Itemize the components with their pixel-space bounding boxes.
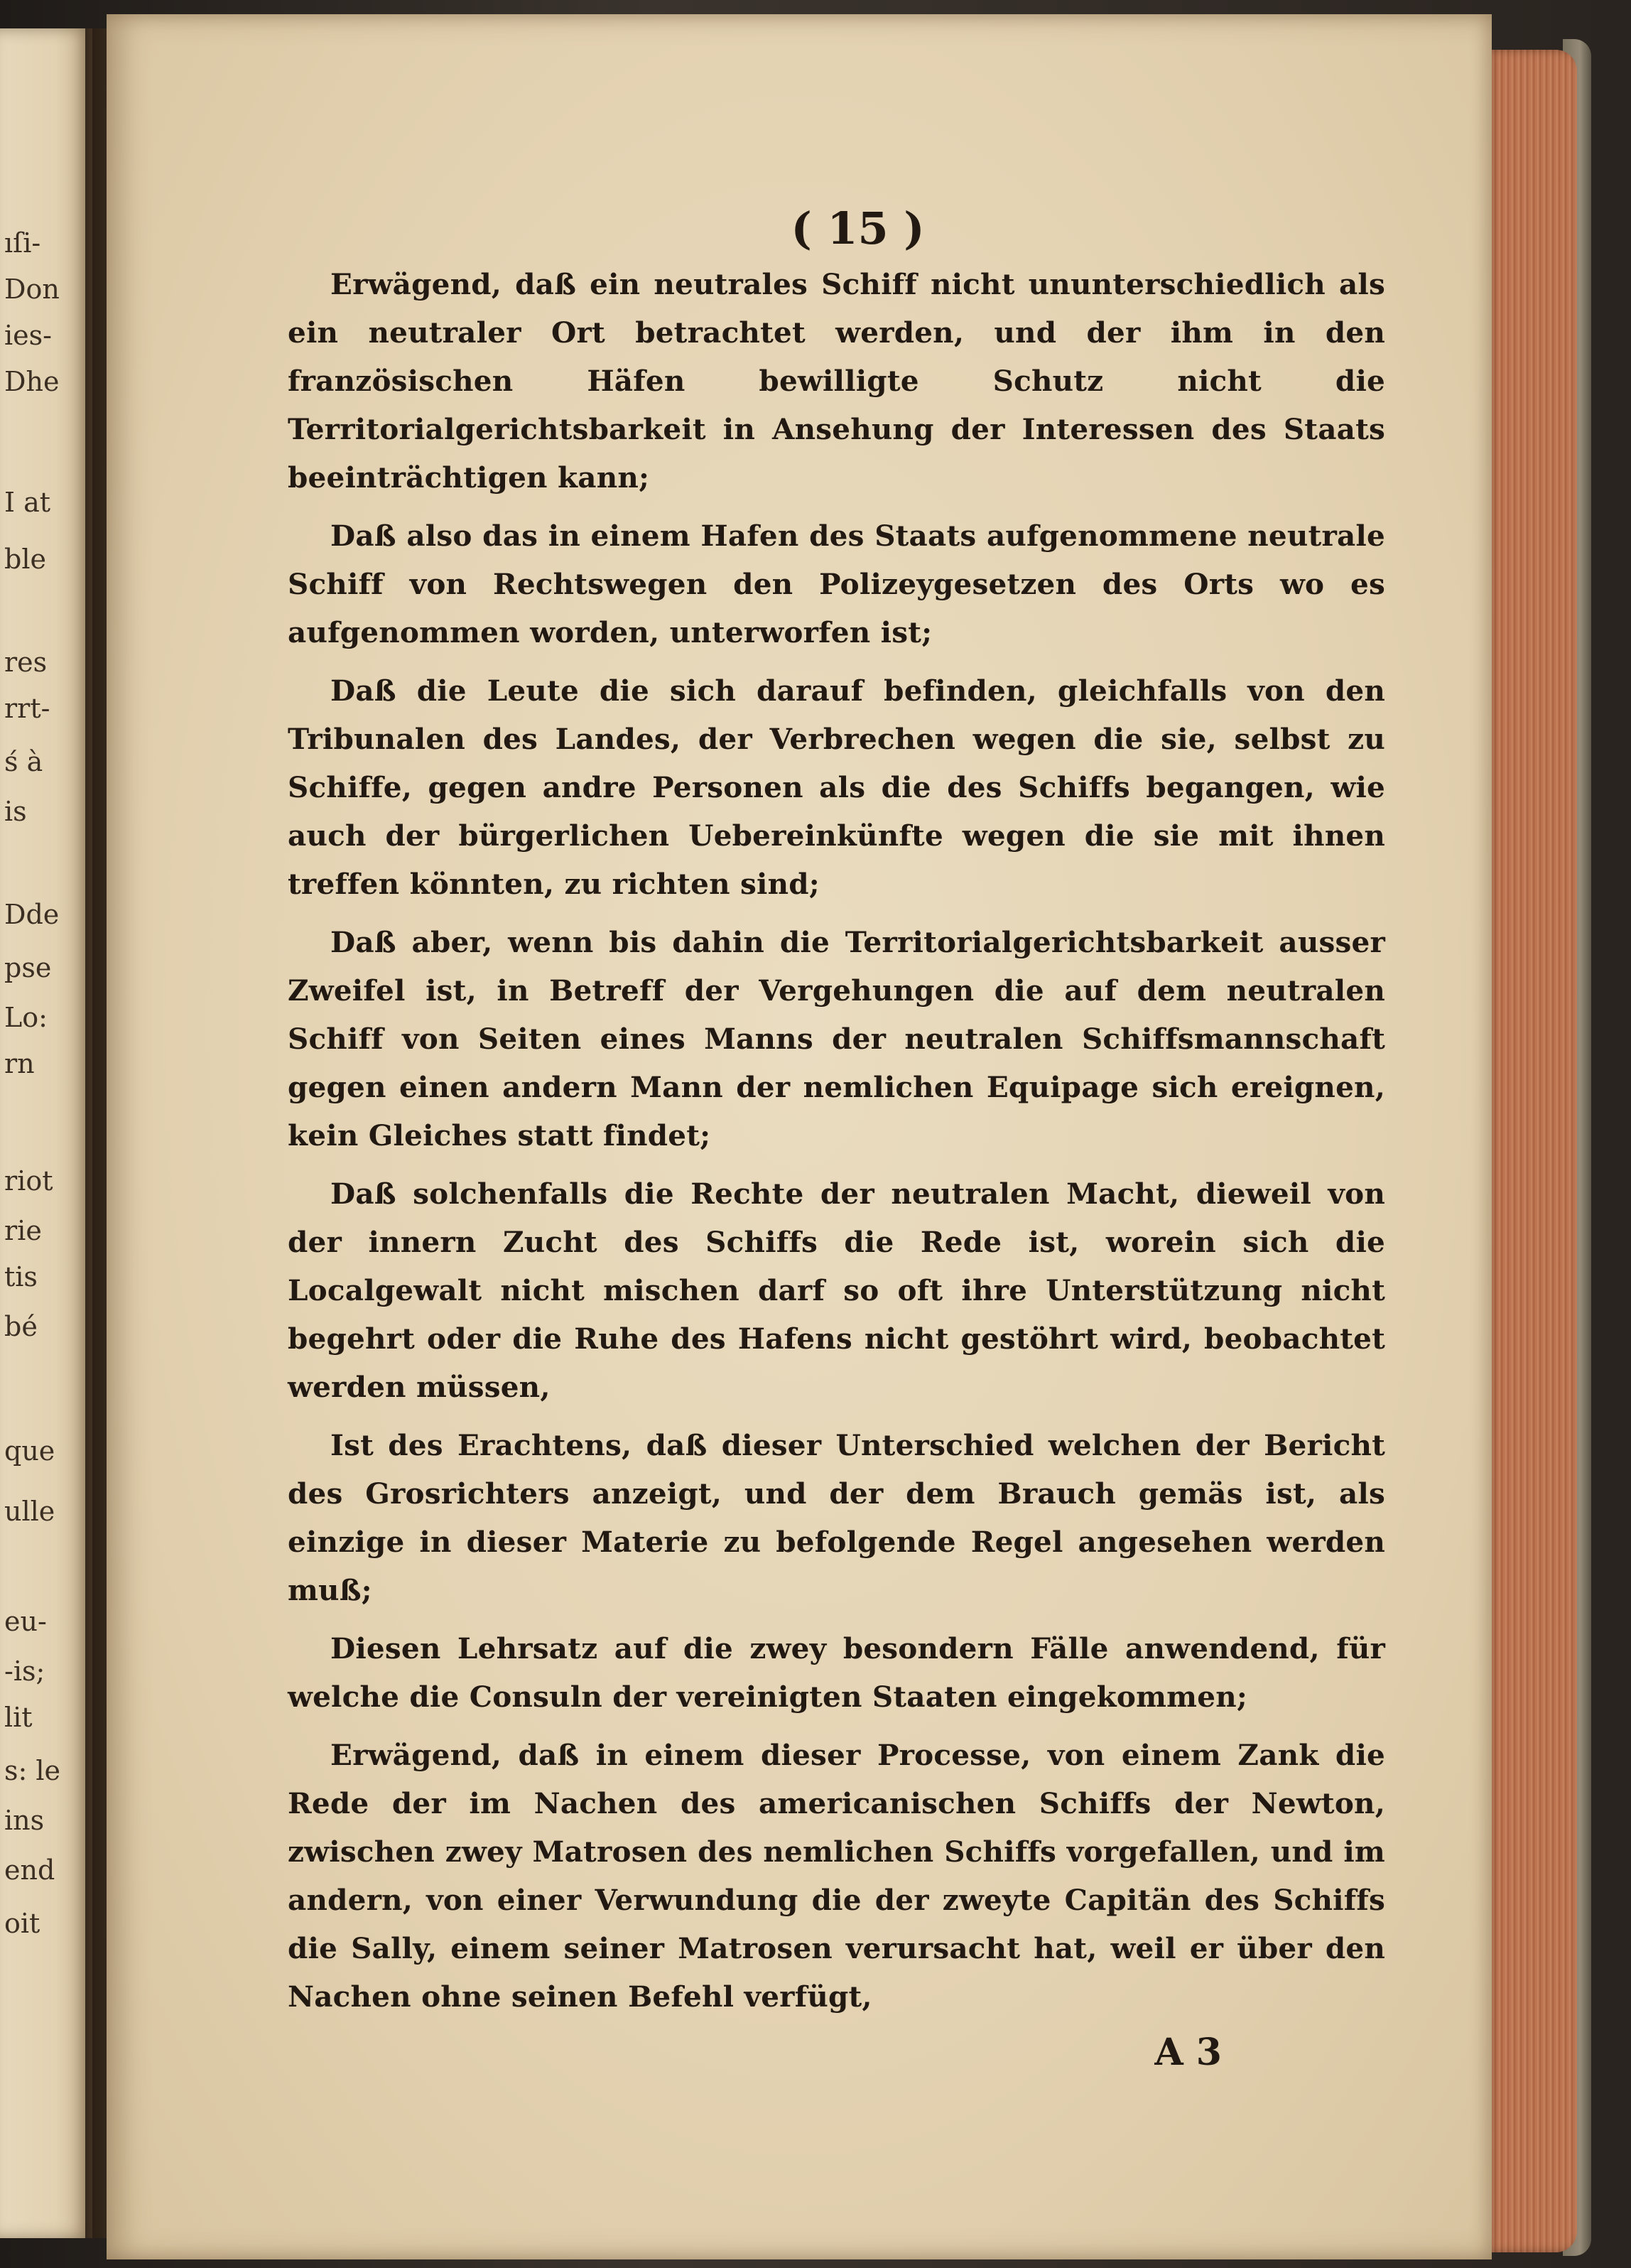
left-fragment: res [4,647,48,678]
left-fragment: ıſi- [4,227,41,259]
page-text [288,202,1385,2074]
left-fragment: Dhe [4,366,60,397]
left-fragment: ins [4,1805,45,1836]
page-number: ( 15 ) [791,202,925,254]
left-fragment: ulle [4,1496,55,1527]
paragraph: Daß also das in einem Hafen des Staats aufgenommene neutrale Schiff von Rechtswegen den Polizeygesetzen des Orts wo es aufgenommen worden, unterworfen ist; [288,519,1385,649]
left-fragment: rie [4,1215,42,1246]
left-fragment: rn [4,1048,35,1079]
left-fragment: Lo: [4,1002,48,1033]
left-fragment: rrt- [4,693,50,724]
paragraph: Daß solchenfalls die Rechte der neutralen Macht, dieweil von der innern Zucht des Schiffs die Rede ist, worein sich die Localgewalt nicht mischen darf so oft ihre Unterstützung nicht begehrt oder die Ruhe des Hafens nicht gestöhrt wird, beobachtet werden müssen, [288,1177,1385,1404]
paragraph: Erwägend, daß in einem dieser Processe, von einem Zank die Rede der im Nachen des americanischen Schiffs der Newton, zwischen zwey Matrosen des nemlichen Schiffs vorgefallen, und im andern, von einer Verwundung die der zweyte Capitän des Schiffs die Sally, einem seiner Matrosen verursacht hat, weil er über den Nachen ohne seinen Befehl verfügt, [288,1738,1385,2014]
left-fragment: s: le [4,1755,61,1786]
left-fragment: lit [4,1702,33,1733]
left-fragment: ś à [4,746,43,777]
paragraph: Diesen Lehrsatz auf die zwey besondern Fälle anwendend, für welche die Consuln der vereinigten Staaten eingekommen; [288,1631,1385,1714]
left-fragment: ble [4,544,46,575]
left-fragment: -is; [4,1656,45,1687]
page-fore-edge [1485,50,1577,2252]
left-fragment: riot [4,1165,53,1197]
left-fragment: Don [4,274,60,305]
left-facing-page [0,28,92,2238]
paragraph: Daß aber, wenn bis dahin die Territorialgerichtsbarkeit ausser Zweifel ist, in Betreff der Vergehungen die auf dem neutralen Schiff von Seiten eines Manns der neutralen Schiffsmannschaft gegen einen andern Mann der nemlichen Equipage sich ereignen, kein Gleiches statt findet; [288,925,1385,1152]
left-fragment: I at [4,487,51,518]
paragraph: Ist des Erachtens, daß dieser Unterschied welchen der Bericht des Grosrichters anzeigt, und der dem Brauch gemäs ist, als einzige in dieser Materie zu befolgende Regel angesehen werden muß; [288,1428,1385,1607]
left-fragment: is [4,796,27,827]
left-fragment: tis [4,1261,38,1292]
paragraph: Daß die Leute die sich darauf befinden, gleichfalls von den Tribunalen des Landes, der Verbrechen wegen die sie, selbst zu Schiffe, gegen andre Personen als die des Schiffs begangen, wie auch der bürgerlichen Uebereinkünfte wegen die sie mit ihnen treffen könnten, zu richten sind; [288,674,1385,901]
left-fragment: Dde [4,899,60,930]
left-fragment: oit [4,1908,40,1939]
paragraph: Erwägend, daß ein neutrales Schiff nicht ununterschiedlich als ein neutraler Ort betrachtet werden, und der ihm in den französischen Häfen bewilligte Schutz nicht die Territorialgerichtsbarkeit in Ansehung der Interessen des Staats beeinträchtigen kann; [288,267,1385,495]
left-fragment: que [4,1435,55,1467]
left-fragment: pse [4,952,52,983]
left-fragment: eu- [4,1606,47,1637]
left-fragment: bé [4,1311,38,1342]
left-fragment: end [4,1854,55,1886]
signature-mark: A 3 [1154,2031,1222,2074]
left-fragment: ies- [4,320,52,351]
